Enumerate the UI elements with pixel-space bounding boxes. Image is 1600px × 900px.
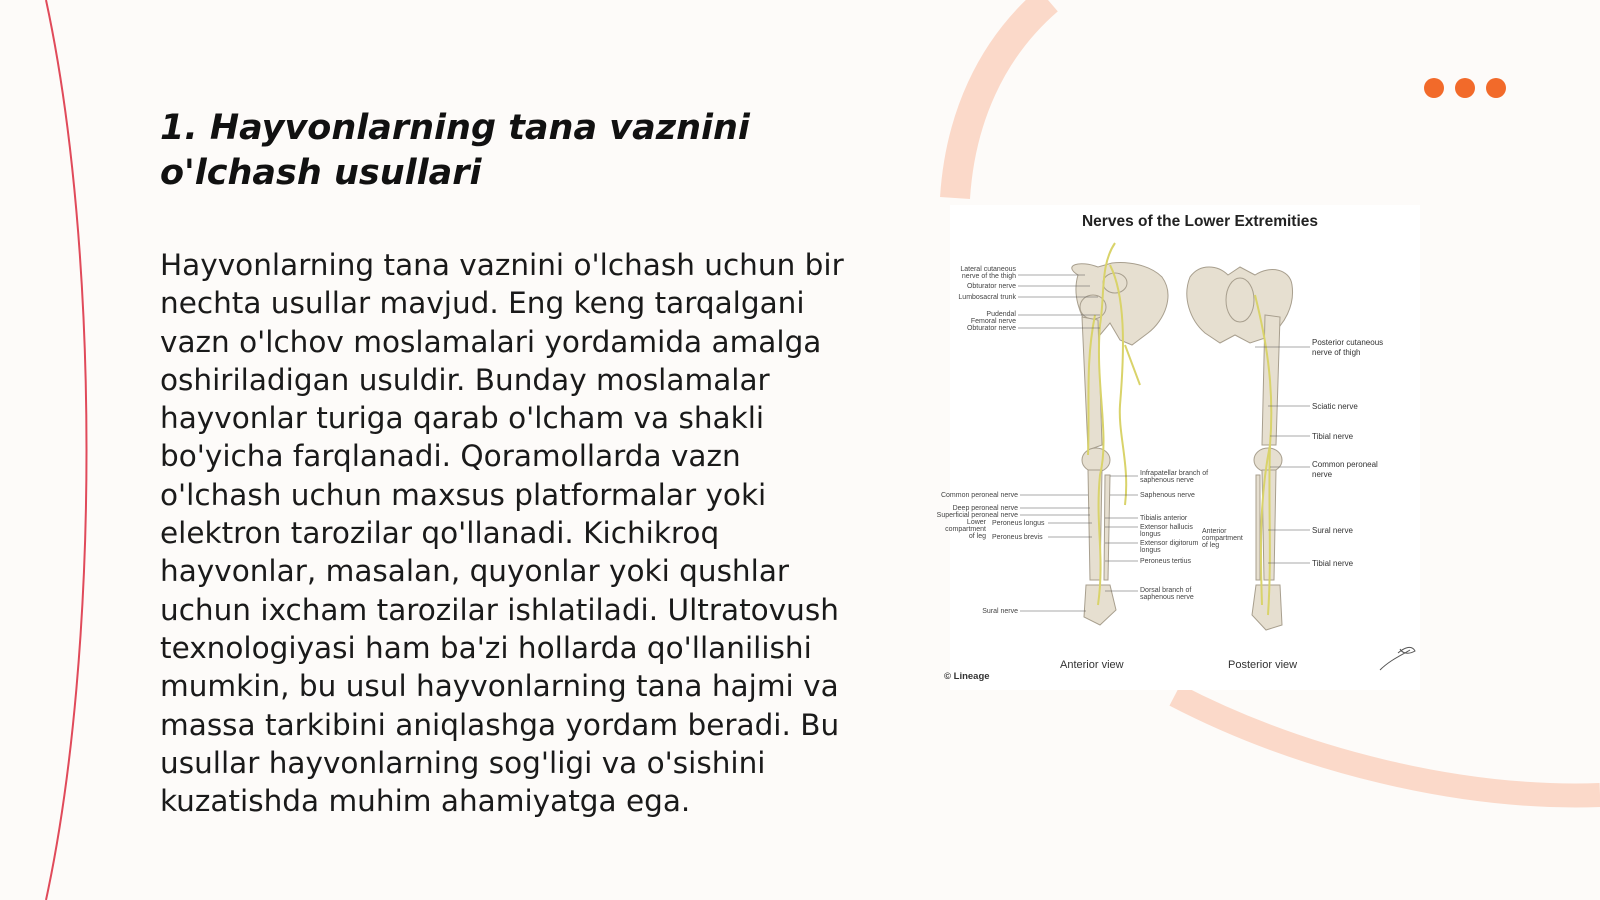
bottom-arc-decor bbox=[1175, 695, 1600, 795]
svg-text:Sciatic nerve: Sciatic nerve bbox=[1312, 402, 1358, 411]
slide-body-text: Hayvonlarning tana vaznini o'lchash uchun bir nechta usullar mavjud. Eng keng tarqalgani vazn o'lchov moslamalari yordamida amalga oshiriladigan usuldir. Bunday moslamalar hayvonlar turiga qarab o'lcham va shakli bo'yicha farqlanadi. Qoramollarda vazn o'lchash uchun maxsus platformalar yoki elektron tarozilar qo'llanadi. Kichikroq hayvonlar, masalan, quyonlar yoki qushlar uchun ixcham tarozilar ishlatiladi. Ultratovush texnologiyasi ham ba'zi hollarda qo'llanilishi mumkin, bu usul hayvonlarning tana hajmi va massa tarkibini aniqlashga yordam beradi. Bu usullar hayvonlarning sog'ligi va o'sishini kuzatishda muhim ahamiyatga ega. bbox=[160, 248, 844, 819]
posterior-skeleton bbox=[1187, 267, 1293, 630]
anterior-view-label: Anterior view bbox=[1060, 659, 1124, 671]
svg-text:saphenous nerve: saphenous nerve bbox=[1140, 477, 1194, 484]
svg-text:nerve of the thigh: nerve of the thigh bbox=[961, 273, 1016, 280]
decorative-dots bbox=[1424, 78, 1506, 98]
svg-text:Femoral nerve: Femoral nerve bbox=[970, 318, 1016, 325]
right-labels bbox=[1312, 338, 1383, 568]
svg-text:Peroneus tertius: Peroneus tertius bbox=[1140, 558, 1191, 565]
svg-text:nerve of thigh: nerve of thigh bbox=[1312, 348, 1361, 357]
svg-text:of leg: of leg bbox=[968, 533, 986, 540]
svg-text:Anterior: Anterior bbox=[1202, 528, 1227, 535]
svg-text:Saphenous nerve: Saphenous nerve bbox=[1140, 492, 1195, 499]
slide-title: 1. Hayvonlarning tana vaznini o'lchash usullari bbox=[160, 108, 750, 193]
mid-labels bbox=[1140, 470, 1243, 601]
svg-text:Peroneus longus: Peroneus longus bbox=[992, 520, 1045, 527]
signature-mark bbox=[1380, 647, 1415, 670]
svg-text:Extensor hallucis: Extensor hallucis bbox=[1140, 524, 1193, 531]
dot-icon bbox=[1486, 78, 1506, 98]
svg-text:Tibial nerve: Tibial nerve bbox=[1312, 432, 1354, 441]
anterior-skeleton bbox=[1072, 263, 1168, 625]
svg-text:Common peroneal nerve: Common peroneal nerve bbox=[940, 492, 1018, 499]
svg-text:Infrapatellar branch of: Infrapatellar branch of bbox=[1140, 470, 1209, 477]
svg-text:Sural nerve: Sural nerve bbox=[982, 608, 1018, 615]
svg-text:Peroneus brevis: Peroneus brevis bbox=[992, 534, 1043, 541]
svg-text:saphenous nerve: saphenous nerve bbox=[1140, 594, 1194, 601]
svg-text:Deep peroneal nerve: Deep peroneal nerve bbox=[952, 505, 1018, 512]
svg-text:Dorsal branch of: Dorsal branch of bbox=[1140, 587, 1192, 594]
posterior-view-label: Posterior view bbox=[1228, 659, 1298, 671]
svg-text:Pudendal: Pudendal bbox=[986, 311, 1016, 318]
svg-text:nerve: nerve bbox=[1312, 470, 1333, 479]
nerves-anatomy-figure bbox=[936, 205, 1420, 690]
left-labels bbox=[937, 266, 1045, 615]
svg-text:Common peroneal: Common peroneal bbox=[1312, 460, 1378, 469]
svg-text:Lateral cutaneous: Lateral cutaneous bbox=[960, 266, 1016, 273]
svg-text:Sural nerve: Sural nerve bbox=[1312, 526, 1353, 535]
svg-text:Lower: Lower bbox=[966, 519, 986, 526]
svg-text:compartment: compartment bbox=[1202, 535, 1243, 542]
left-edge-curve bbox=[46, 0, 87, 900]
dot-icon bbox=[1455, 78, 1475, 98]
svg-text:of leg: of leg bbox=[1202, 542, 1220, 549]
figure-title: Nerves of the Lower Extremities bbox=[1081, 213, 1319, 230]
svg-text:longus: longus bbox=[1140, 547, 1161, 554]
svg-text:longus: longus bbox=[1140, 531, 1161, 538]
nerves-illustration bbox=[936, 205, 1420, 690]
svg-text:Lumbosacral trunk: Lumbosacral trunk bbox=[958, 294, 1016, 301]
svg-text:Obturator nerve: Obturator nerve bbox=[966, 283, 1016, 290]
svg-text:Posterior cutaneous: Posterior cutaneous bbox=[1312, 338, 1384, 347]
svg-text:Superficial peroneal nerve: Superficial peroneal nerve bbox=[936, 512, 1018, 519]
copyright-label: © Lineage bbox=[944, 671, 990, 682]
dot-icon bbox=[1424, 78, 1444, 98]
top-arc-decor bbox=[955, 0, 1048, 198]
svg-text:Tibial nerve: Tibial nerve bbox=[1312, 559, 1354, 568]
svg-text:Obturator nerve: Obturator nerve bbox=[966, 325, 1016, 332]
svg-text:Extensor digitorum: Extensor digitorum bbox=[1140, 540, 1199, 547]
svg-text:Tibialis anterior: Tibialis anterior bbox=[1140, 515, 1188, 522]
svg-text:compartment: compartment bbox=[945, 526, 986, 533]
